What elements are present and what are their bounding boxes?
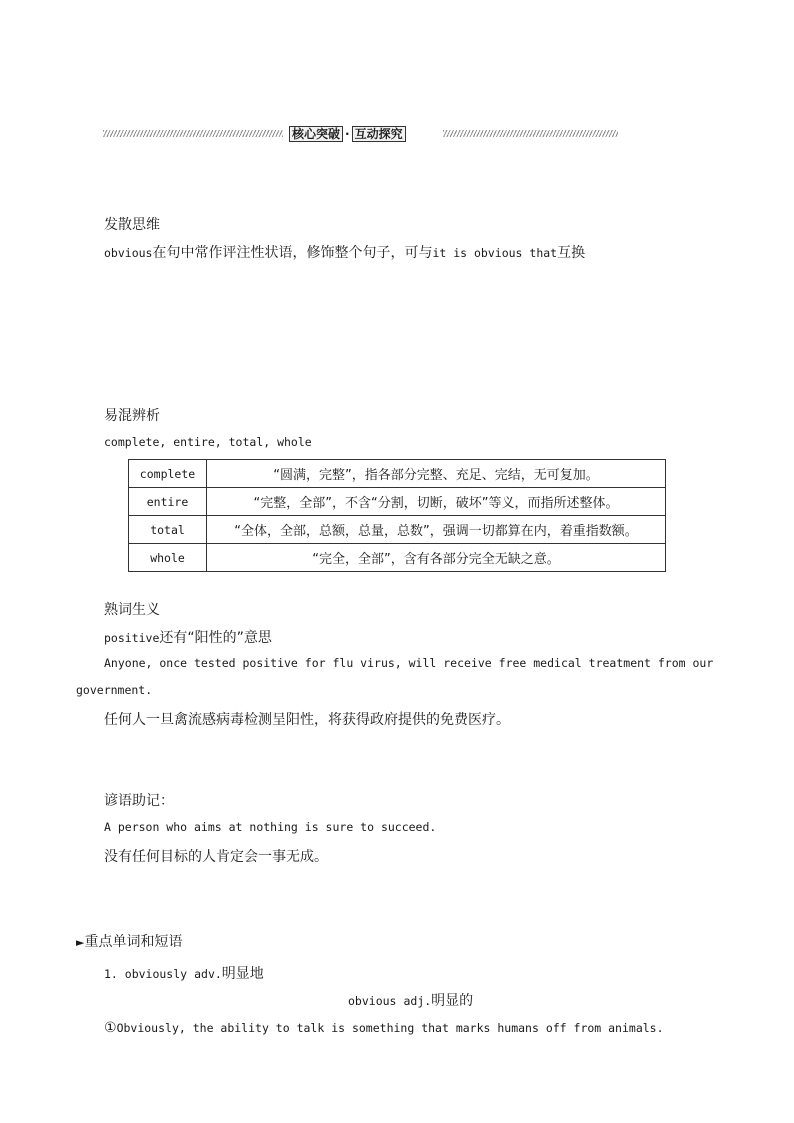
vocab-item-1-word: 1. obviously: [104, 967, 188, 981]
vocab-example-text: Obviously, the ability to talk is something that marks humans off from animals.: [116, 1021, 664, 1035]
table-row: [129, 460, 666, 488]
banner-part2: 互动探究: [352, 126, 406, 142]
section-banner: [103, 125, 618, 143]
table-word-cell: whole: [129, 544, 207, 572]
table-row: [129, 544, 666, 572]
banner-hatch-right: [443, 130, 618, 137]
banner-separator: ·: [345, 127, 350, 141]
banner-part1: 核心突破: [289, 126, 343, 142]
usage-text1: 在句中常作评注性状语，修饰整个句子，可与: [152, 245, 433, 261]
example-sentence-line2: government.: [76, 683, 153, 697]
related-meaning: 明显的: [431, 993, 474, 1009]
proverb-heading: 谚语助记：: [104, 793, 174, 809]
new-meaning-heading: 熟词生义: [104, 602, 160, 618]
vocab-item-1-related: [348, 990, 473, 1010]
table-word-cell: entire: [129, 488, 207, 516]
vocab-example-sentence: [104, 1017, 664, 1036]
table-row: [129, 488, 666, 516]
proverb-translation: 没有任何目标的人肯定会一事无成。: [104, 849, 328, 865]
vocab-item-1: [104, 963, 264, 983]
divergent-thinking-heading: 发散思维: [104, 217, 160, 233]
table-word-cell: total: [129, 516, 207, 544]
table-desc-cell: “完全，全部”，含有各部分完全无缺之意。: [207, 544, 666, 572]
key-words-heading-line: [76, 931, 182, 951]
usage-text2: 互换: [557, 245, 586, 261]
example-sentence-line1: Anyone, once tested positive for flu virus, will receive free medical treatment from our: [104, 656, 714, 670]
obvious-usage-line: [104, 242, 585, 262]
vocab-item-1-pos: adv.: [194, 967, 222, 981]
confusable-words-list: complete, entire, total, whole: [104, 435, 312, 449]
triangle-marker-icon: ►: [76, 936, 85, 949]
word-obvious: obvious: [104, 246, 153, 260]
table-row: [129, 516, 666, 544]
key-words-heading: 重点单词和短语: [84, 934, 183, 950]
banner-label: [289, 125, 406, 143]
confusable-words-heading: 易混辨析: [104, 408, 160, 424]
table-word-cell: complete: [129, 460, 207, 488]
comparison-table: [128, 459, 666, 572]
phrase-it-is-obvious-that: it is obvious that: [432, 246, 558, 260]
circled-number: ①: [104, 1020, 117, 1036]
related-pos: adj.: [403, 994, 432, 1008]
example-translation: 任何人一旦禽流感病毒检测呈阳性，将获得政府提供的免费医疗。: [104, 712, 510, 728]
related-word: obvious: [348, 994, 397, 1008]
word-positive: positive: [104, 631, 160, 645]
table-desc-cell: “圆满，完整”，指各部分完整、充足、完结，无可复加。: [207, 460, 666, 488]
table-desc-cell: “全体，全部，总额，总量，总数”，强调一切都算在内，着重指数额。: [207, 516, 666, 544]
proverb-english: A person who aims at nothing is sure to succeed.: [104, 820, 437, 834]
table-desc-cell: “完整，全部”，不含“分割，切断，破坏”等义，而指所述整体。: [207, 488, 666, 516]
vocab-item-1-meaning: 明显地: [221, 966, 264, 982]
positive-meaning-line: [104, 627, 272, 647]
positive-meaning-text: 还有“阳性的”意思: [159, 630, 272, 646]
banner-hatch-left: [103, 130, 283, 137]
